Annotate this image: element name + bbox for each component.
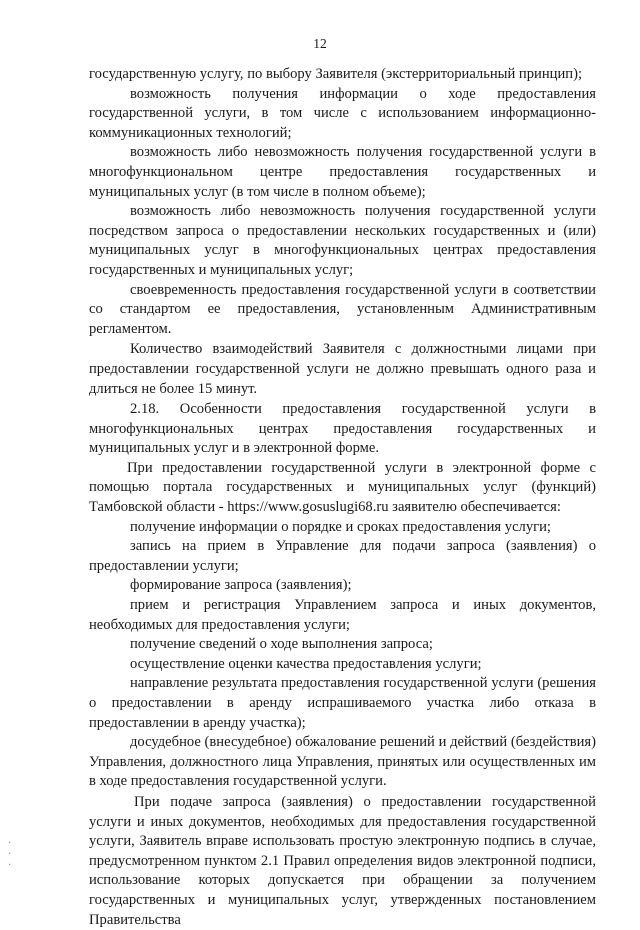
list-item: осуществление оценки качества предоставления услуги;	[130, 655, 482, 672]
page-number: 12	[313, 36, 327, 51]
list-item: направление результата предоставления государственной услуги (решения о предоставлении в аренду испрашиваемого участка либо отказа в предоставлении в аренду участка);	[89, 675, 596, 731]
paragraph: возможность либо невозможность получения государственной услуги посредством запроса о предоставлении нескольких государственных и (или) муниципальных услуг в многофункциональных центрах предоставления государственных и муниципальных услуг;	[89, 203, 596, 278]
list-item: формирование запроса (заявления);	[130, 577, 352, 594]
list-item: запись на прием в Управление для подачи запроса (заявления) о предоставлении услуги;	[89, 538, 596, 574]
paragraph: своевременность предоставления государственной услуги в соответствии со стандартом ее предоставления, установленным Административным регламентом.	[89, 281, 596, 337]
paragraph: возможность получения информации о ходе предоставления государственной услуги, в том числе с использованием информационно-коммуникационных технологий;	[89, 85, 596, 141]
list-item: досудебное (внесудебное) обжалование решений и действий (бездействия) Управления, должностного лица Управления, принятых или осуществленных им в ходе предоставления государственной услуги.	[89, 734, 596, 790]
list-item: получение сведений о ходе выполнения запроса;	[130, 636, 433, 653]
paragraph: Количество взаимодействий Заявителя с должностными лицами при предоставлении государственной услуги не должно превышать одного раза и длиться не более 15 минут.	[89, 341, 596, 397]
paragraph: При подаче запроса (заявления) о предоставлении государственной услуги и иных документов, необходимых для предоставления государственной услуги, Заявитель вправе использовать простую электронную подпись в случае, предусмотренном пунктом 2.1 Правил определения видов электронной подписи, использование которых допускается при обращении за получением государственных и муниципальных услуг, утвержденных постановлением Правительства	[89, 793, 596, 928]
scan-margin-mark: · · ·	[8, 838, 12, 871]
paragraph: государственную услугу, по выбору Заявителя (экстерриториальный принцип);	[89, 66, 583, 82]
section-heading-paragraph: 2.18. Особенности предоставления государственной услуги в многофункциональных центрах предоставления государственных и муниципальных услуг и в электронной форме.	[89, 401, 596, 457]
list-item: прием и регистрация Управлением запроса и иных документов, необходимых для предоставления услуги;	[89, 597, 596, 633]
document-body	[89, 65, 596, 930]
paragraph: возможность либо невозможность получения государственной услуги в многофункциональном центре предоставления государственных и муниципальных услуг (в том числе в полном объеме);	[89, 144, 596, 200]
list-item: получение информации о порядке и сроках предоставления услуги;	[130, 518, 551, 535]
paragraph: При предоставлении государственной услуги в электронной форме с помощью портала государственных и муниципальных услуг (функций) Тамбовской области - https://www.gosuslugi68.ru заявителю обеспечивается:	[89, 459, 596, 516]
